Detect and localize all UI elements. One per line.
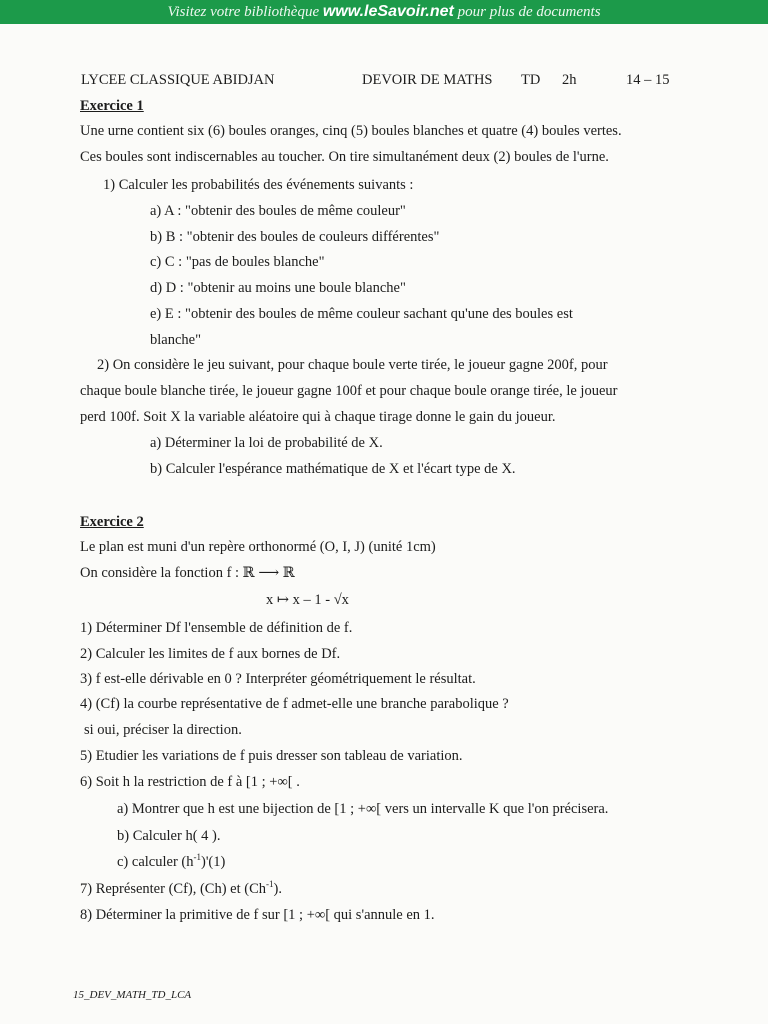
ex2-question-5: 5) Etudier les variations de f puis dresser son tableau de variation.	[80, 748, 463, 764]
ex2-q7-text: 7) Représenter (Cf), (Ch) et (Ch	[80, 881, 267, 897]
exercise-2-title: Exercice 2	[80, 514, 144, 530]
exam-duration: 2h	[562, 72, 577, 88]
banner-site-link[interactable]: www.leSavoir.net	[322, 3, 454, 20]
ex2-q6-c-text-end: )'(1)	[200, 854, 226, 870]
ex2-function-def: On considère la fonction f : ℝ ⟶ ℝ	[80, 565, 295, 581]
ex2-q6-a: a) Montrer que h est une bijection de [1 ; +∞[ vers un intervalle K que l'on précisera.	[117, 801, 609, 817]
inverse-exponent: -1	[266, 879, 274, 890]
site-banner	[0, 0, 768, 24]
ex2-q6-c	[117, 853, 225, 871]
ex2-question-7	[80, 880, 282, 898]
ex1-intro-line1: Une urne contient six (6) boules oranges, cinq (5) boules blanches et quatre (4) boules vertes.	[80, 123, 622, 139]
ex2-q6-b: b) Calculer h( 4 ).	[117, 828, 221, 844]
ex1-q1-a: a) A : "obtenir des boules de même couleur"	[150, 203, 406, 219]
school-name: LYCEE CLASSIQUE ABIDJAN	[81, 72, 275, 88]
ex2-question-4: 4) (Cf) la courbe représentative de f admet-elle une branche parabolique ?	[80, 696, 509, 712]
school-year: 14 – 15	[626, 72, 670, 88]
ex1-question-1: 1) Calculer les probabilités des événements suivants :	[103, 177, 414, 193]
banner-prefix: Visitez votre bibliothèque	[167, 4, 320, 20]
ex1-intro-line2: Ces boules sont indiscernables au toucher. On tire simultanément deux (2) boules de l'urne.	[80, 149, 609, 165]
banner-suffix: pour plus de documents	[457, 4, 601, 20]
exercise-1-title: Exercice 1	[80, 98, 144, 114]
ex1-q1-e: e) E : "obtenir des boules de même couleur sachant qu'une des boules est	[150, 306, 573, 322]
ex2-question-4-cont: si oui, préciser la direction.	[84, 722, 242, 738]
ex1-question-2-line1: 2) On considère le jeu suivant, pour chaque boule verte tirée, le joueur gagne 200f, pour	[97, 357, 608, 373]
ex2-question-8: 8) Déterminer la primitive de f sur [1 ; +∞[ qui s'annule en 1.	[80, 907, 435, 923]
exam-title: DEVOIR DE MATHS	[362, 72, 493, 88]
ex2-q7-text-end: ).	[273, 881, 282, 897]
ex2-q6-c-text: c) calculer (h	[117, 854, 194, 870]
ex2-line-1: Le plan est muni d'un repère orthonormé (O, I, J) (unité 1cm)	[80, 539, 436, 555]
exam-type: TD	[521, 72, 541, 88]
ex2-question-1: 1) Déterminer Df l'ensemble de définition de f.	[80, 620, 353, 636]
ex1-q1-e-cont: blanche"	[150, 332, 202, 348]
document-footer-code: 15_DEV_MATH_TD_LCA	[73, 989, 192, 1001]
ex1-question-2-line3: perd 100f. Soit X la variable aléatoire qui à chaque tirage donne le gain du joueur.	[80, 409, 556, 425]
inverse-exponent: -1	[193, 852, 201, 863]
ex1-q2-b: b) Calculer l'espérance mathématique de X et l'écart type de X.	[150, 461, 516, 477]
ex1-q1-d: d) D : "obtenir au moins une boule blanche"	[150, 280, 406, 296]
ex2-function-expression: x ↦ x – 1 - √x	[266, 592, 349, 608]
ex1-question-2-line2: chaque boule blanche tirée, le joueur gagne 100f et pour chaque boule orange tirée, le joueur	[80, 383, 618, 399]
ex1-q1-b: b) B : "obtenir des boules de couleurs différentes"	[150, 229, 440, 245]
ex1-q1-c: c) C : "pas de boules blanche"	[150, 254, 325, 270]
ex2-question-6: 6) Soit h la restriction de f à [1 ; +∞[ .	[80, 774, 300, 790]
ex2-question-2: 2) Calculer les limites de f aux bornes de Df.	[80, 646, 341, 662]
ex1-q2-a: a) Déterminer la loi de probabilité de X.	[150, 435, 383, 451]
ex2-question-3: 3) f est-elle dérivable en 0 ? Interpréter géométriquement le résultat.	[80, 671, 476, 687]
